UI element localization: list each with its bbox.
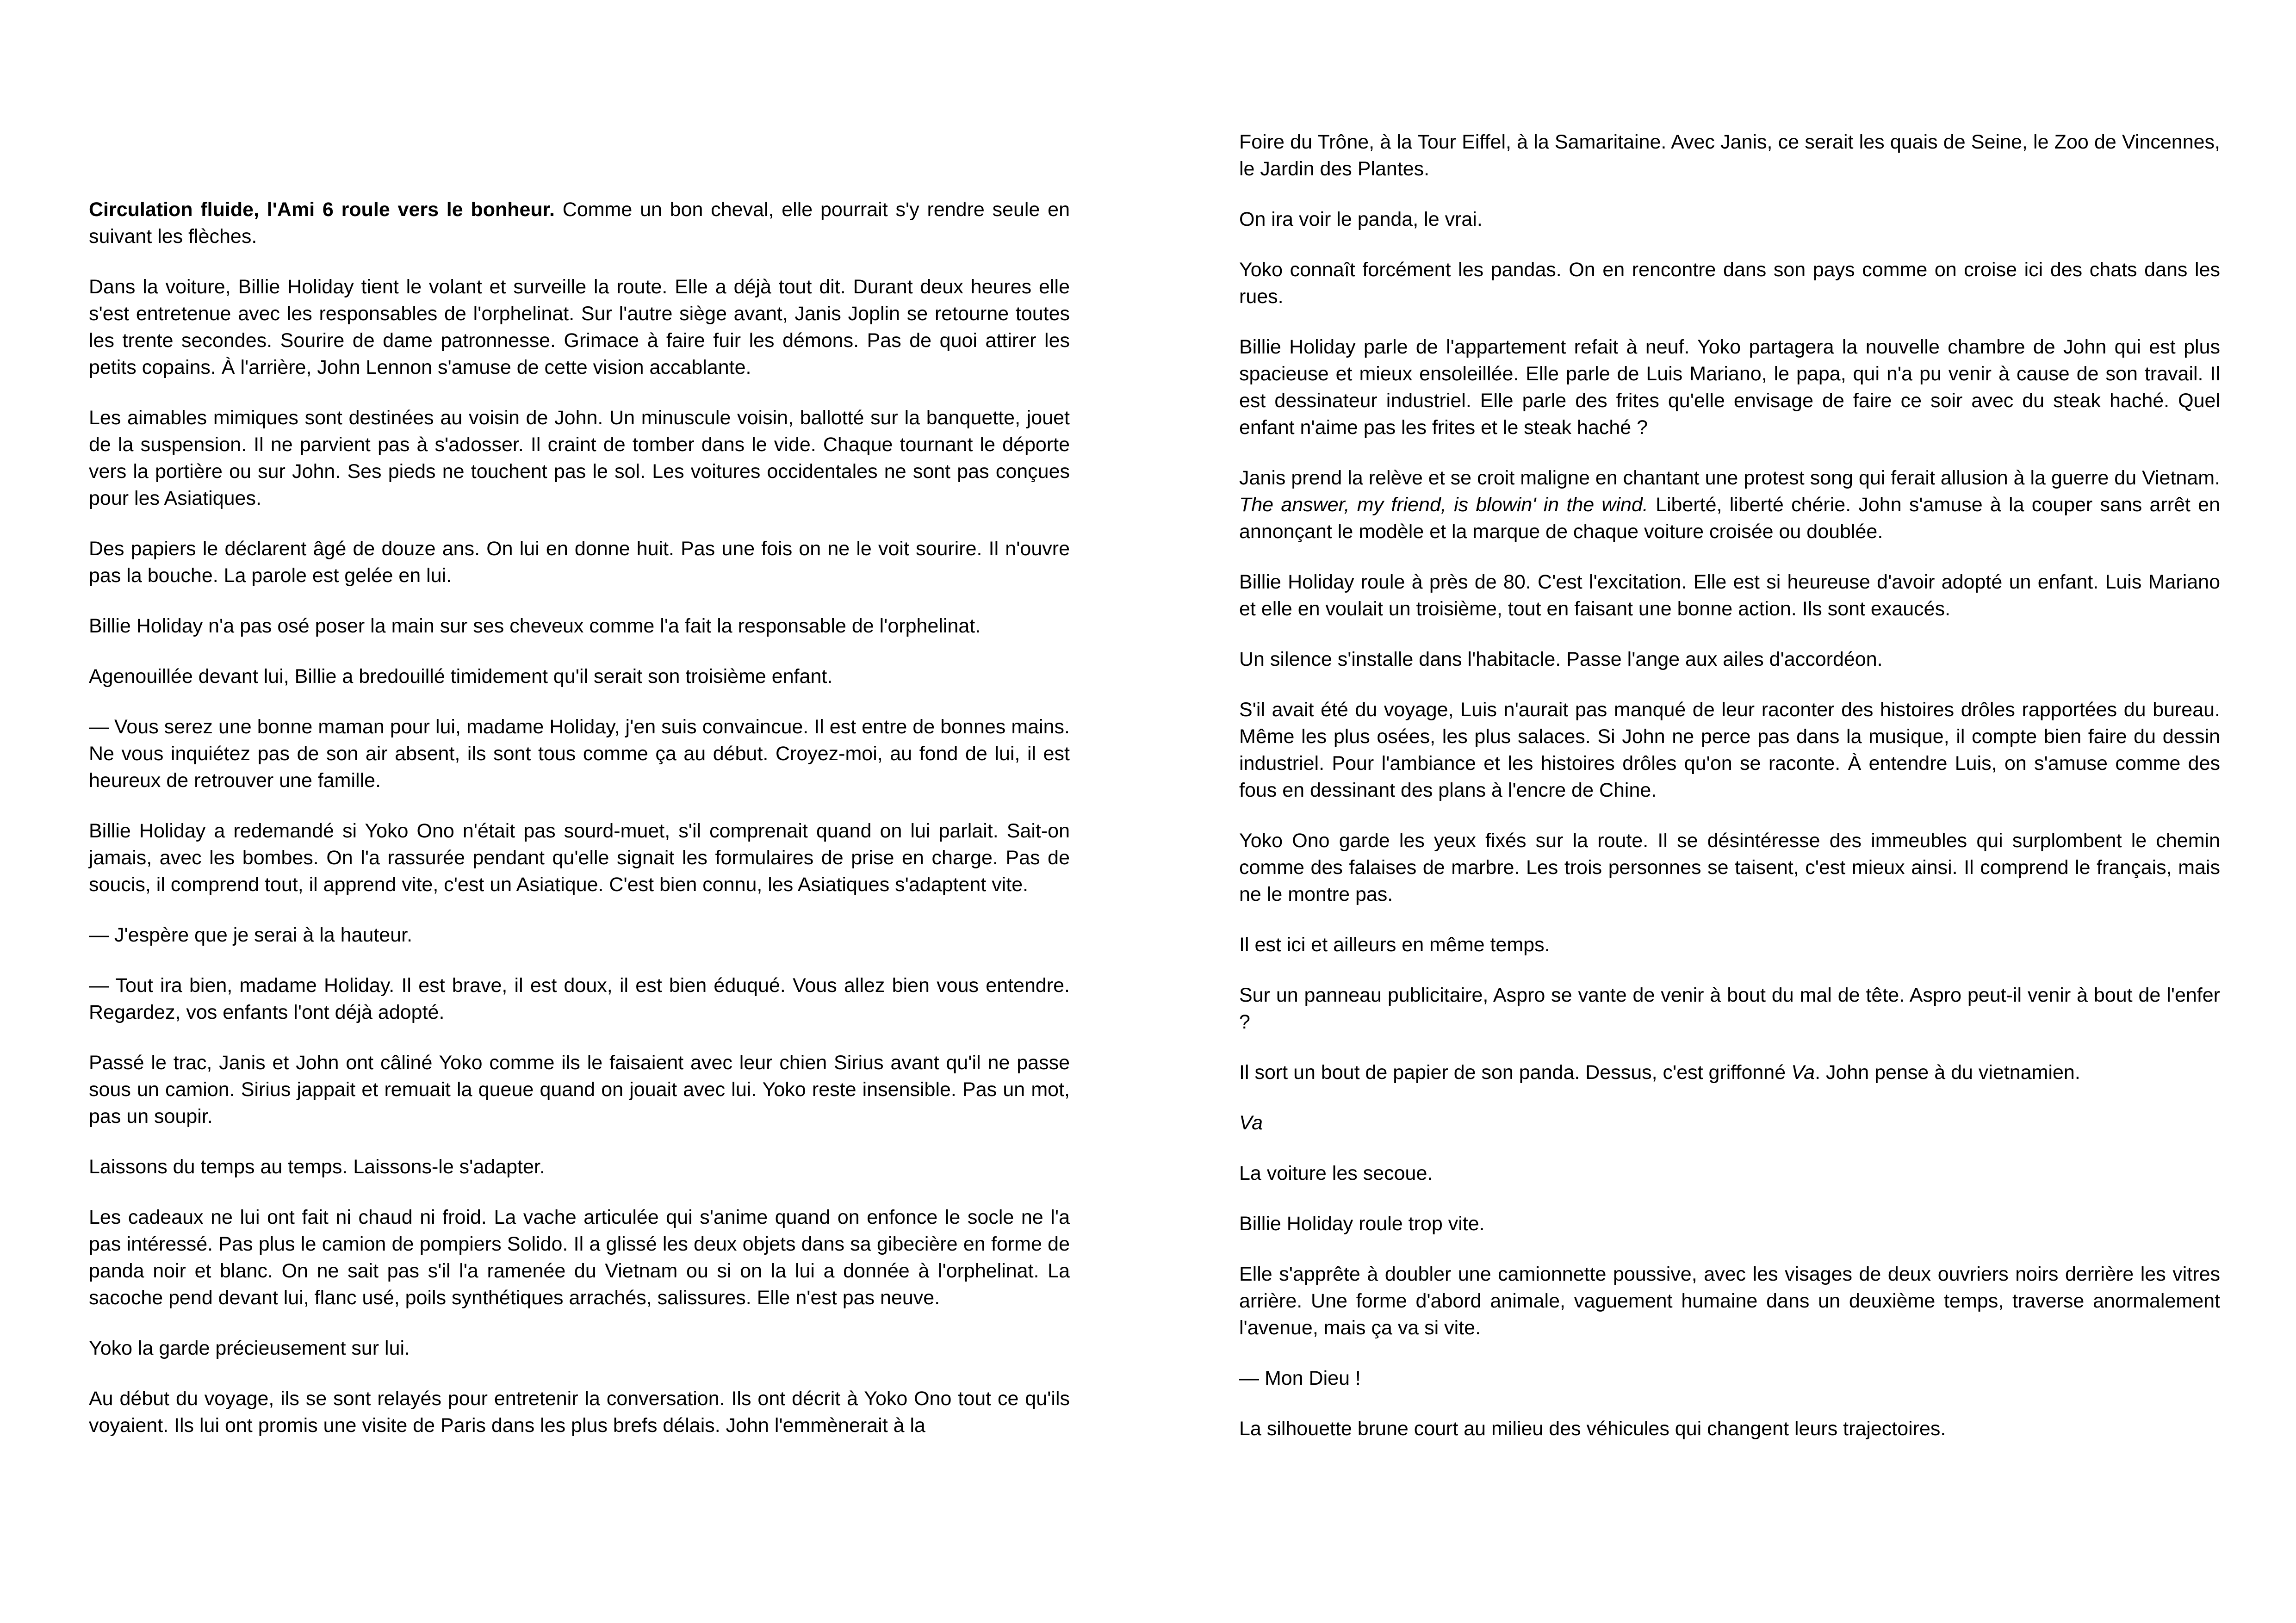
- paragraph: La voiture les secoue.: [1239, 1162, 1433, 1184]
- paragraph: Au début du voyage, ils se sont relayés pour entretenir la conversation. Ils ont décrit à Yoko Ono tout ce qu'ils voyaient. Ils lui ont promis une visite de Paris dans les plus brefs délais. John l'emmènerait à la: [89, 1388, 1070, 1437]
- paragraph: Un silence s'installe dans l'habitacle. Passe l'ange aux ailes d'accordéon.: [1239, 648, 1883, 670]
- paragraph: Dans la voiture, Billie Holiday tient le volant et surveille la route. Elle a déjà tout dit. Durant deux heures elle s'est entretenue avec les responsables de l'orphelinat. Sur l'autre siège avant, Janis Joplin se retourne toutes les trente secondes. Sourire de dame patronnesse. Grimace à faire fuir les démons. Pas de quoi attirer les petits copains. À l'arrière, John Lennon s'amuse de cette vision accablante.: [89, 276, 1070, 378]
- paragraph: Des papiers le déclarent âgé de douze ans. On lui en donne huit. Pas une fois on ne le voit sourire. Il n'ouvre pas la bouche. La parole est gelée en lui.: [89, 538, 1070, 587]
- paragraph: Foire du Trône, à la Tour Eiffel, à la Samaritaine. Avec Janis, ce serait les quais de Seine, le Zoo de Vincennes, le Jardin des Plantes.: [1239, 131, 2220, 180]
- paragraph: Agenouillée devant lui, Billie a bredouillé timidement qu'il serait son troisième enfant.: [89, 665, 833, 688]
- paragraph: Il sort un bout de papier de son panda. Dessus, c'est griffonné Va. John pense à du vietnamien.: [1239, 1061, 2080, 1084]
- paragraph: Passé le trac, Janis et John ont câliné Yoko comme ils le faisaient avec leur chien Sirius avant qu'il ne passe sous un camion. Sirius jappait et remuait la queue quand on jouait avec lui. Yoko reste insensible. Pas un mot, pas un soupir.: [89, 1052, 1070, 1127]
- paragraph: Circulation fluide, l'Ami 6 roule vers le bonheur. Comme un bon cheval, elle pourrait s'y rendre seule en suivant les flèches.: [89, 198, 1070, 248]
- paragraph: Elle s'apprête à doubler une camionnette poussive, avec les visages de deux ouvriers noirs derrière les vitres arrière. Une forme d'abord animale, vaguement humaine dans un deuxième temps, traverse anormalement l'avenue, mais ça va si vite.: [1239, 1263, 2220, 1339]
- paragraph: Il est ici et ailleurs en même temps.: [1239, 934, 1550, 956]
- paragraph: Yoko la garde précieusement sur lui.: [89, 1337, 410, 1359]
- paragraph: — Vous serez une bonne maman pour lui, madame Holiday, j'en suis convaincue. Il est entre de bonnes mains. Ne vous inquiétez pas de son air absent, ils sont tous comme ça au début. Croyez-moi, au fond de lui, il est heureux de retrouver une famille.: [89, 716, 1070, 792]
- paragraph: Billie Holiday a redemandé si Yoko Ono n'était pas sourd-muet, s'il comprenait quand on lui parlait. Sait-on jamais, avec les bombes. On l'a rassurée pendant qu'elle signait les formulaires de prise en charge. Pas de soucis, il comprend tout, il apprend vite, c'est un Asiatique. C'est bien connu, les Asiatiques s'adaptent vite.: [89, 820, 1070, 896]
- left-page: [89, 196, 1070, 1462]
- song-lyric: The answer, my friend, is blowin' in the wind.: [1239, 494, 1648, 516]
- paragraph: Janis prend la relève et se croit maligne en chantant une protest song qui ferait allusion à la guerre du Vietnam. The answer, my friend, is blowin' in the wind. Liberté, liberté chérie. John s'amuse à la couper sans arrêt en annonçant le modèle et la marque de chaque voiture croisée ou doublée.: [1239, 467, 2221, 543]
- paragraph: Les aimables mimiques sont destinées au voisin de John. Un minuscule voisin, ballotté sur la banquette, jouet de la suspension. Il ne parvient pas à s'adosser. Il craint de tomber dans le vide. Chaque tournant le déporte vers la portière ou sur John. Ses pieds ne touchent pas le sol. Les voitures occidentales ne sont pas conçues pour les Asiatiques.: [89, 407, 1070, 509]
- paragraph: La silhouette brune court au milieu des véhicules qui changent leurs trajectoires.: [1239, 1418, 1946, 1440]
- paragraph: — Mon Dieu !: [1239, 1367, 1361, 1389]
- paragraph: Billie Holiday roule trop vite.: [1239, 1213, 1485, 1235]
- bold-lead: Circulation fluide, l'Ami 6 roule vers le bonheur.: [89, 198, 555, 221]
- paragraph: Billie Holiday n'a pas osé poser la main sur ses cheveux comme l'a fait la responsable de l'orphelinat.: [89, 615, 981, 637]
- paragraph: Sur un panneau publicitaire, Aspro se vante de venir à bout du mal de tête. Aspro peut-il venir à bout de l'enfer ?: [1239, 984, 2220, 1033]
- paragraph: Billie Holiday parle de l'appartement refait à neuf. Yoko partagera la nouvelle chambre de John qui est plus spacieuse et mieux ensoleillée. Elle parle de Luis Mariano, le papa, qui n'a pu venir à cause de son travail. Il est dessinateur industriel. Elle parle des frites qu'elle envisage de faire ce soir avec du steak haché. Quel enfant n'aime pas les frites et le steak haché ?: [1239, 336, 2220, 439]
- paragraph: Les cadeaux ne lui ont fait ni chaud ni froid. La vache articulée qui s'anime quand on enfonce le socle ne l'a pas intéressé. Pas plus le camion de pompiers Solido. Il a glissé les deux objets dans sa gibecière en forme de panda noir et blanc. On ne sait pas s'il l'a ramenée du Vietnam ou si on la lui a donnée à l'orphelinat. La sacoche pend devant lui, flanc usé, poils synthétiques arrachés, salissures. Elle n'est pas neuve.: [89, 1206, 1070, 1309]
- paragraph: S'il avait été du voyage, Luis n'aurait pas manqué de leur raconter des histoires drôles rapportées du bureau. Même les plus osées, les plus salaces. Si John ne perce pas dans la musique, il compte bien faire du dessin industriel. Pour l'ambiance et les histoires drôles qu'on se raconte. À entendre Luis, on s'amuse comme des fous en dessinant des plans à l'encre de Chine.: [1239, 699, 2220, 801]
- right-page: [1239, 129, 2220, 1466]
- paragraph: — J'espère que je serai à la hauteur.: [89, 924, 413, 946]
- paragraph: [1239, 1109, 2220, 1136]
- paragraph: Billie Holiday roule à près de 80. C'est l'excitation. Elle est si heureuse d'avoir adopté un enfant. Luis Mariano et elle en voulait un troisième, tout en faisant une bonne action. Ils sont exaucés.: [1239, 571, 2220, 620]
- italic-word: Va: [1239, 1112, 1263, 1134]
- paragraph: Yoko Ono garde les yeux fixés sur la route. Il se désintéresse des immeubles qui surplombent le chemin comme des falaises de marbre. Les trois personnes se taisent, c'est mieux ainsi. Il comprend le français, mais ne le montre pas.: [1239, 830, 2220, 905]
- paragraph: — Tout ira bien, madame Holiday. Il est brave, il est doux, il est bien éduqué. Vous allez bien vous entendre. Regardez, vos enfants l'ont déjà adopté.: [89, 974, 1070, 1023]
- paragraph: Laissons du temps au temps. Laissons-le s'adapter.: [89, 1156, 545, 1178]
- paragraph: Yoko connaît forcément les pandas. On en rencontre dans son pays comme on croise ici des chats dans les rues.: [1239, 259, 2220, 308]
- italic-word: Va: [1791, 1061, 1815, 1084]
- paragraph: On ira voir le panda, le vrai.: [1239, 208, 1483, 230]
